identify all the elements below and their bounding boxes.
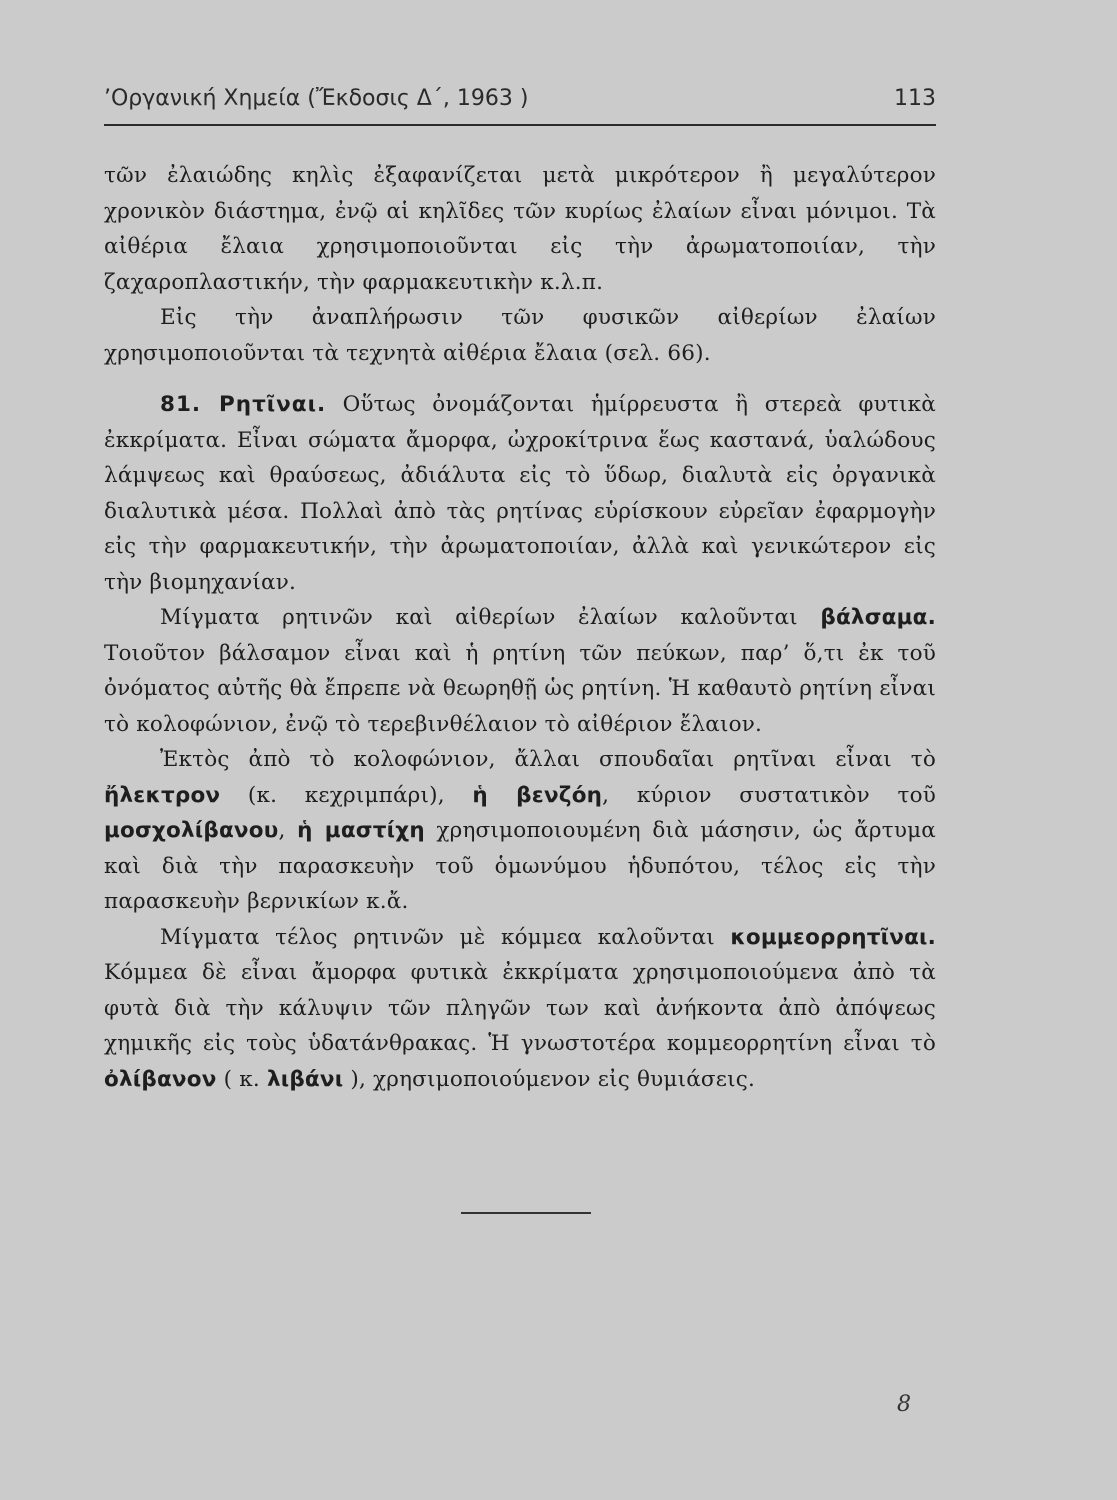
- body-text: [104, 158, 936, 1097]
- text-run: Τοιοῦτον βάλσαμον εἶναι καὶ ἡ ρητίνη τῶν πεύκων, παρ’ ὅ,τι ἐκ τοῦ ὀνόματος αὐτῆς θὰ ἔπρεπε νὰ θεωρηθῇ ὡς ρητίνη. Ἡ καθαυτὸ ρητίνη εἶναι τὸ κολοφώνιον, ἐνῷ τὸ τερεβινθέλαιον τὸ αἰθέριον ἔλαιον.: [104, 640, 936, 737]
- paragraph-other-resins: [104, 742, 936, 920]
- text-run: Κόμμεα δὲ εἶναι ἄμορφα φυτικὰ ἐκκρίματα χρησιμοποιούμενα ἀπὸ τὰ φυτὰ διὰ τὴν κάλυψιν τῶν πληγῶν των καὶ ἀνήκοντα ἀπὸ ἀπόψεως χημικῆς εἰς τοὺς ὑδατάνθρακας. Ἡ γνωστοτέρα κομμεορρητίνη εἶναι τὸ: [104, 960, 936, 1056]
- bold-term: ὀλίβανον: [104, 1066, 217, 1092]
- text-run: ( κ.: [216, 1066, 267, 1092]
- header-rule: [104, 124, 936, 126]
- paragraph-2: [104, 300, 936, 371]
- bold-term: βάλσαμα.: [820, 605, 936, 630]
- text-run: Μίγματα ρητινῶν καὶ αἰθερίων ἐλαίων καλοῦνται: [160, 605, 821, 630]
- bold-term: κομμεορρητῖναι.: [730, 924, 936, 950]
- bold-term: ἡ βενζόη: [472, 782, 603, 808]
- bold-term: μοσχολίβανου: [104, 818, 279, 843]
- bold-term: ἤλεκτρον: [104, 782, 221, 808]
- bold-term: ἡ μαστίχη: [297, 818, 425, 843]
- section-heading: 81. Ρητῖναι.: [160, 392, 327, 417]
- text-run: χρησιμοποιουμένη διὰ μάσησιν, ὡς ἄρτυμα καὶ διὰ τὴν παρασκευὴν τοῦ ὁμωνύμου ἡδυπότου, τέλος εἰς τὴν παρασκευὴν βερνικίων κ.ἄ.: [104, 818, 937, 914]
- paragraph-balsams: [104, 600, 936, 742]
- running-title: ’Οργανική Χημεία (Ἔκδοσις Δ΄, 1963 ): [104, 86, 529, 111]
- signature-mark: 8: [897, 1392, 911, 1417]
- page-number: 113: [894, 86, 936, 111]
- text-run: τῶν ἐλαιώδης κηλὶς ἐξαφανίζεται μετὰ μικρότερον ἢ μεγαλύτερον χρονικὸν διάστημα, ἐνῷ αἱ κηλῖδες τῶν κυρίως ἐλαίων εἶναι μόνιμοι. Τὰ αἰθέρια ἔλαια χρησιμοποιοῦνται εἰς τὴν ἀρωματοποιίαν, τὴν ζαχαροπλαστικήν, τὴν φαρμακευτικὴν κ.λ.π.: [104, 163, 936, 295]
- text-run: Οὕτως ὀνομάζονται ἡμίρρευστα ἢ στερεὰ φυτικὰ ἐκκρίματα. Εἶναι σώματα ἄμορφα, ὠχροκίτρινα ἕως καστανά, ὑαλώδους λάμψεως καὶ θραύσεως, ἀδιάλυτα εἰς τὸ ὕδωρ, διαλυτὰ εἰς ὀργανικὰ διαλυτικὰ μέσα. Πολλαὶ ἀπὸ τὰς ρητίνας εὑρίσκουν εὐρεῖαν ἐφαρμογὴν εἰς τὴν φαρμακευτικήν, τὴν ἀρωματοποιίαν, ἀλλὰ καὶ γενικώτερον εἰς τὴν βιομηχανίαν.: [104, 392, 936, 595]
- text-run: Εἰς τὴν ἀναπλήρωσιν τῶν φυσικῶν αἰθερίων ἐλαίων χρησιμοποιοῦνται τὰ τεχνητὰ αἰθέρια ἔλαια (σελ. 66).: [104, 305, 936, 366]
- text-run: Ἐκτὸς ἀπὸ τὸ κολοφώνιον, ἄλλαι σπουδαῖαι ρητῖναι εἶναι τὸ: [160, 747, 936, 772]
- text-run: , κύριον συστατικὸν τοῦ: [602, 782, 936, 808]
- text-run: ,: [278, 818, 298, 843]
- paragraph-1: [104, 158, 936, 300]
- text-run: (κ. κεχριμπάρι),: [220, 782, 473, 808]
- section-81-resins: [104, 387, 936, 600]
- text-run: Μίγματα τέλος ρητινῶν μὲ κόμμεα καλοῦνται: [160, 924, 731, 950]
- paragraph-gum-resins: [104, 920, 936, 1098]
- footnote-divider: [461, 1212, 591, 1214]
- bold-term: λιβάνι: [266, 1066, 344, 1092]
- text-run: ), χρησιμοποιούμενον εἰς θυμιάσεις.: [343, 1066, 756, 1092]
